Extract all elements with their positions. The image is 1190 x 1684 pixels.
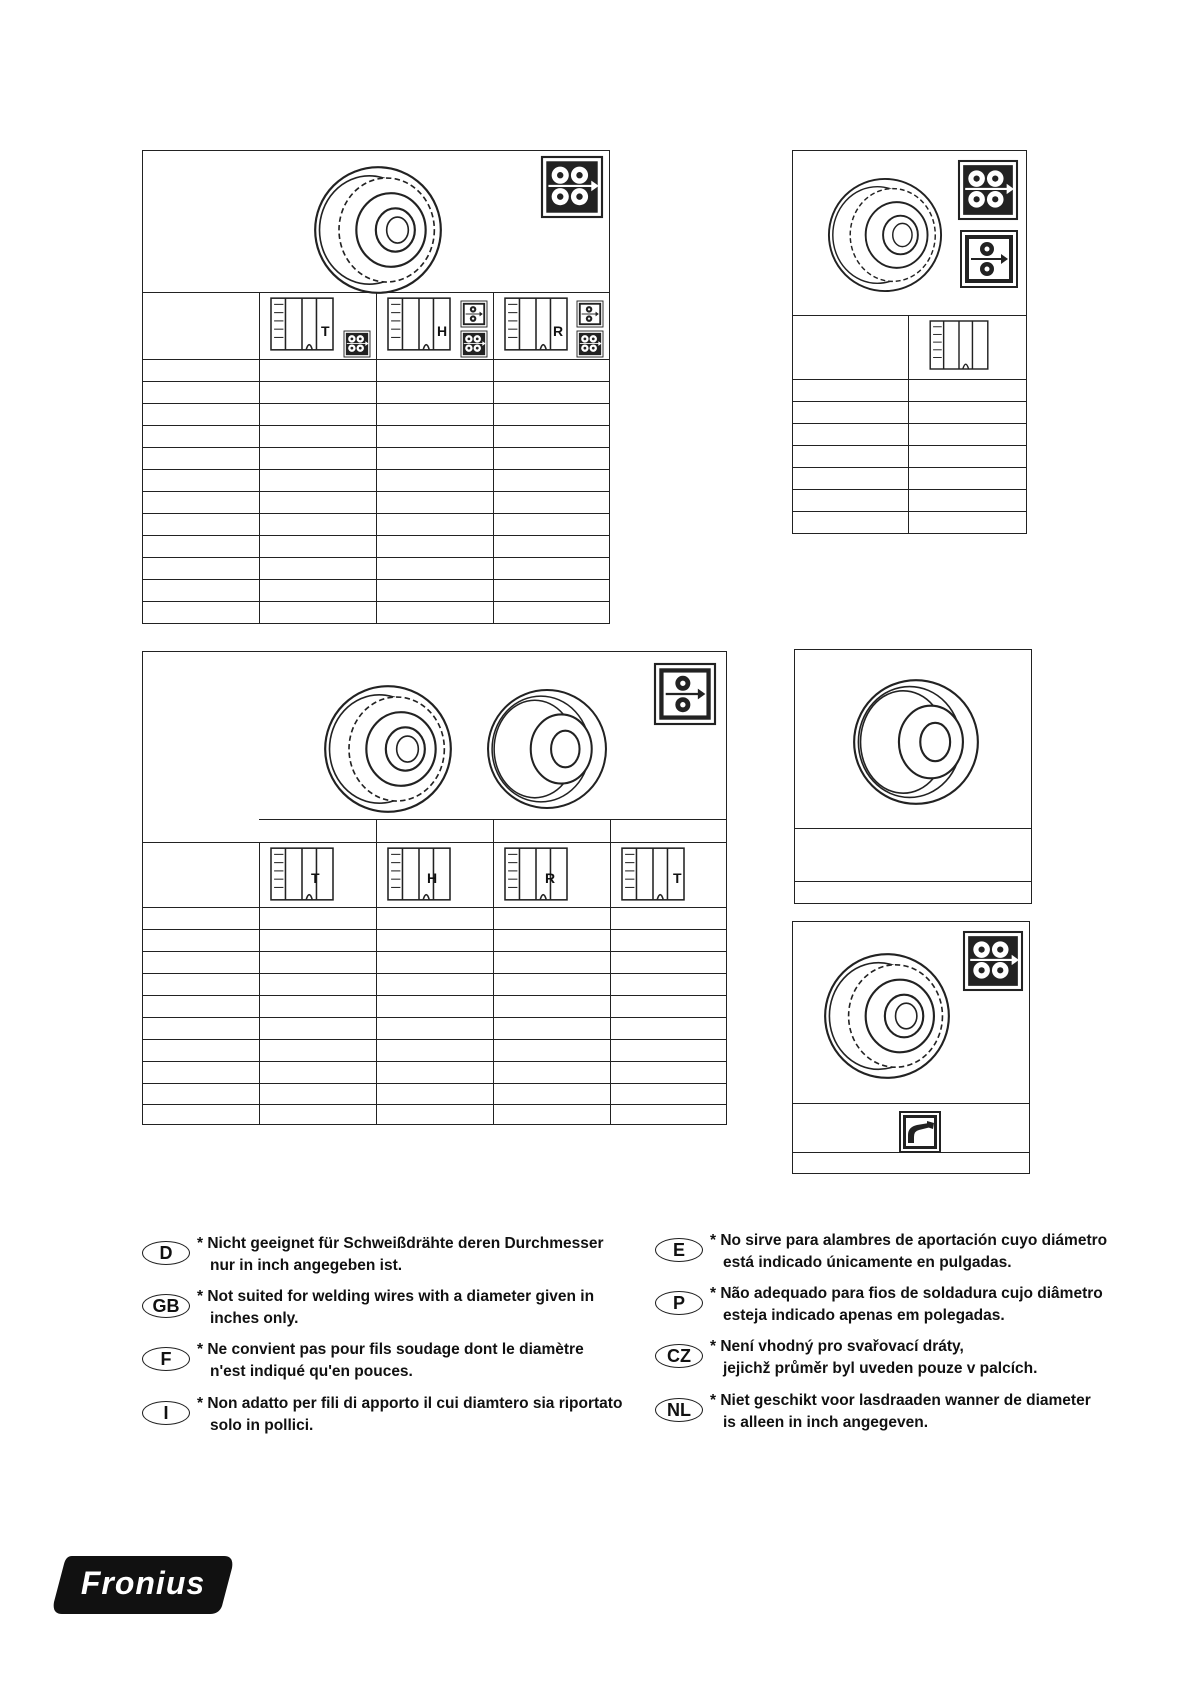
note-p [655, 1283, 1175, 1343]
four-roll-drive-icon [344, 331, 370, 357]
logo-text: Fronius [80, 1565, 206, 1601]
wheel-table-two-roll [142, 651, 727, 1125]
note-line: * No sirve para alambres de aportación cuyo diámetro [710, 1232, 1108, 1249]
note-line: * Non adatto per fili di apporto il cui diamtero sia riportato [197, 1395, 623, 1412]
note-line: nur in inch angegeben ist. [210, 1257, 403, 1274]
fronius-logo [52, 1552, 234, 1616]
four-roll-drive-icon [542, 157, 602, 217]
note-line: jejichž průměr byl uveden pouze v palcích. [723, 1360, 1038, 1377]
note-line: * Ne convient pas pour fils soudage dont le diamètre [197, 1341, 584, 1358]
note-line: * Není vhodný pro svařovací dráty, [710, 1338, 964, 1355]
language-code-badge: CZ [655, 1344, 703, 1368]
wheel-table-four-roll [142, 150, 610, 624]
note-line: is alleen in inch angegeven. [723, 1414, 929, 1431]
two-roll-drive-icon [961, 231, 1017, 287]
language-code-badge: D [142, 1241, 190, 1265]
two-roll-drive-icon [577, 301, 603, 327]
note-line: n'est indiqué qu'en pouces. [210, 1363, 413, 1380]
note-line: * Not suited for welding wires with a diameter given in [197, 1288, 595, 1305]
gear-wheel-image [323, 684, 453, 814]
groove-label-t: T [321, 323, 330, 339]
note-e [655, 1230, 1175, 1290]
note-d [142, 1233, 662, 1293]
groove-label-t: T [673, 870, 682, 886]
gear-wheel-image [823, 952, 951, 1080]
note-line: inches only. [210, 1310, 299, 1327]
groove-h-icon [388, 848, 450, 900]
plain-wheel-image [852, 678, 980, 806]
wheel-table-top-right [792, 150, 1027, 534]
groove-icon [926, 321, 992, 369]
language-code-badge: I [142, 1401, 190, 1425]
note-line: está indicado únicamente en pulgadas. [723, 1254, 1012, 1271]
gear-wheel-image [313, 165, 443, 295]
plain-wheel-image [486, 688, 608, 810]
two-roll-drive-icon [461, 301, 487, 327]
four-roll-drive-icon [959, 161, 1017, 219]
welding-torch-icon [899, 1111, 941, 1153]
language-code-badge: F [142, 1347, 190, 1371]
two-roll-drive-icon [655, 664, 715, 724]
groove-label-h: H [427, 870, 438, 886]
note-line: esteja indicado apenas em polegadas. [723, 1307, 1005, 1324]
note-gb [142, 1286, 662, 1346]
note-line: solo in pollici. [210, 1417, 314, 1434]
language-code-badge: NL [655, 1398, 703, 1422]
note-cz [655, 1336, 1175, 1396]
groove-label-r: R [545, 870, 556, 886]
note-line: * Não adequado para fios de soldadura cujo diâmetro [710, 1285, 1103, 1302]
four-roll-drive-icon [964, 932, 1022, 990]
note-line: * Nicht geeignet für Schweißdrähte deren Durchmesser [197, 1235, 604, 1252]
language-code-badge: E [655, 1238, 703, 1262]
wheel-panel-bottom-right [792, 921, 1030, 1174]
note-f [142, 1339, 662, 1399]
groove-label-r: R [553, 323, 564, 339]
groove-label-h: H [437, 323, 448, 339]
groove-t-icon [271, 848, 333, 900]
plain-wheel-panel [794, 649, 1032, 904]
note-i [142, 1393, 662, 1453]
language-code-badge: P [655, 1291, 703, 1315]
note-nl [655, 1390, 1175, 1450]
groove-r-icon [505, 848, 567, 900]
four-roll-drive-icon [461, 331, 487, 357]
note-line: * Niet geschikt voor lasdraaden wanner de diameter [710, 1392, 1091, 1409]
groove-label-t: T [311, 870, 320, 886]
four-roll-drive-icon [577, 331, 603, 357]
language-code-badge: GB [142, 1294, 190, 1318]
gear-wheel-image [827, 177, 943, 293]
